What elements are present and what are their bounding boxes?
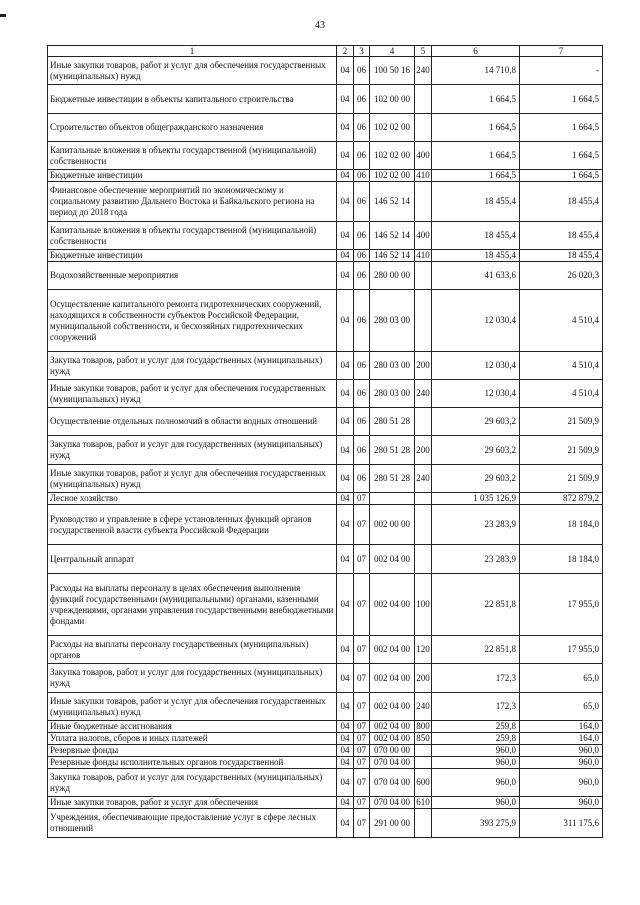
table-row <box>48 505 603 545</box>
value-2015: 164,0 <box>520 733 603 745</box>
expense-type: 200 <box>415 664 432 693</box>
table-row <box>48 262 603 290</box>
subsection-code: 07 <box>354 769 370 797</box>
value-2015: 960,0 <box>520 757 603 769</box>
row-name: Иные закупки товаров, работ и услуг для обеспечения <box>48 797 337 809</box>
value-2015: 960,0 <box>520 769 603 797</box>
expense-type <box>415 262 432 290</box>
table-row <box>48 465 603 493</box>
table-row <box>48 114 603 142</box>
column-header: 7 <box>520 46 603 57</box>
subsection-code: 07 <box>354 664 370 693</box>
value-2015: 18 455,4 <box>520 222 603 250</box>
table-row <box>48 574 603 636</box>
row-name: Центральный аппарат <box>48 545 337 574</box>
target-article: 002 00 00 <box>370 505 415 545</box>
table-row <box>48 757 603 769</box>
expense-type <box>415 114 432 142</box>
value-2015: 1 664,5 <box>520 170 603 182</box>
value-2014: 14 710,8 <box>432 57 520 85</box>
table-row <box>48 170 603 182</box>
row-name: Иные закупки товаров, работ и услуг для обеспечения государственных (муниципальных) нужд <box>48 465 337 493</box>
column-header: 3 <box>354 46 370 57</box>
value-2014: 18 455,4 <box>432 182 520 222</box>
target-article: 102 02 00 <box>370 142 415 170</box>
value-2014: 1 664,5 <box>432 142 520 170</box>
table-row <box>48 664 603 693</box>
row-name: Закупка товаров, работ и услуг для государственных (муниципальных) нужд <box>48 436 337 465</box>
subsection-code: 06 <box>354 114 370 142</box>
value-2014: 23 283,9 <box>432 545 520 574</box>
target-article: 280 51 28 <box>370 408 415 436</box>
target-article: 280 51 28 <box>370 436 415 465</box>
target-article: 002 04 00 <box>370 545 415 574</box>
subsection-code: 06 <box>354 57 370 85</box>
budget-table <box>47 45 603 838</box>
section-code: 04 <box>337 745 354 757</box>
value-2014: 1 664,5 <box>432 114 520 142</box>
section-code: 04 <box>337 545 354 574</box>
expense-type <box>415 493 432 505</box>
column-header: 4 <box>370 46 415 57</box>
target-article: 280 03 00 <box>370 380 415 408</box>
table-row <box>48 57 603 85</box>
value-2014: 18 455,4 <box>432 250 520 262</box>
section-code: 04 <box>337 733 354 745</box>
table-row <box>48 493 603 505</box>
target-article: 002 04 00 <box>370 636 415 664</box>
value-2014: 18 455,4 <box>432 222 520 250</box>
value-2015: 960,0 <box>520 745 603 757</box>
subsection-code: 07 <box>354 757 370 769</box>
target-article: 070 04 00 <box>370 757 415 769</box>
expense-type <box>415 809 432 838</box>
table-row <box>48 436 603 465</box>
section-code: 04 <box>337 757 354 769</box>
value-2014: 29 603,2 <box>432 436 520 465</box>
expense-type <box>415 290 432 352</box>
target-article: 002 04 00 <box>370 664 415 693</box>
value-2015: 18 184,0 <box>520 505 603 545</box>
row-name: Резервные фонды исполнительных органов государственной <box>48 757 337 769</box>
table-row <box>48 142 603 170</box>
value-2015: 26 020,3 <box>520 262 603 290</box>
expense-type <box>415 745 432 757</box>
target-article: 146 52 14 <box>370 250 415 262</box>
target-article: 146 52 14 <box>370 222 415 250</box>
expense-type <box>415 757 432 769</box>
value-2015: 18 184,0 <box>520 545 603 574</box>
value-2015: 17 955,0 <box>520 636 603 664</box>
column-header-row <box>48 46 603 57</box>
subsection-code: 07 <box>354 636 370 664</box>
section-code: 04 <box>337 664 354 693</box>
row-name: Бюджетные инвестиции в объекты капитального строительства <box>48 85 337 114</box>
row-name: Капитальные вложения в объекты государственной (муниципальной) собственности <box>48 142 337 170</box>
section-code: 04 <box>337 505 354 545</box>
expense-type: 240 <box>415 465 432 493</box>
target-article: 146 52 14 <box>370 182 415 222</box>
value-2015: 4 510,4 <box>520 290 603 352</box>
value-2014: 22 851,8 <box>432 636 520 664</box>
subsection-code: 07 <box>354 809 370 838</box>
expense-type <box>415 182 432 222</box>
value-2014: 172,3 <box>432 693 520 721</box>
value-2015: 960,0 <box>520 797 603 809</box>
value-2015: - <box>520 57 603 85</box>
section-code: 04 <box>337 182 354 222</box>
row-name: Капитальные вложения в объекты государственной (муниципальной) собственности <box>48 222 337 250</box>
column-header: 6 <box>432 46 520 57</box>
row-name: Иные закупки товаров, работ и услуг для обеспечения государственных (муниципальных) нужд <box>48 693 337 721</box>
value-2014: 41 633,6 <box>432 262 520 290</box>
column-header: 5 <box>415 46 432 57</box>
subsection-code: 06 <box>354 290 370 352</box>
value-2014: 12 030,4 <box>432 380 520 408</box>
subsection-code: 07 <box>354 721 370 733</box>
expense-type: 200 <box>415 436 432 465</box>
row-name: Финансовое обеспечение мероприятий по экономическому и социальному развитию Дальнего Востока и Байкальского региона на период до 2018 года <box>48 182 337 222</box>
target-article: 280 03 00 <box>370 352 415 380</box>
value-2014: 1 035 126,9 <box>432 493 520 505</box>
value-2014: 393 275,9 <box>432 809 520 838</box>
section-code: 04 <box>337 114 354 142</box>
table-row <box>48 733 603 745</box>
expense-type: 610 <box>416 797 430 807</box>
value-2014: 12 030,4 <box>432 290 520 352</box>
subsection-code: 06 <box>354 352 370 380</box>
expense-type <box>415 408 432 436</box>
table-row <box>48 636 603 664</box>
target-article: 280 03 00 <box>370 290 415 352</box>
value-2014: 22 851,8 <box>432 574 520 636</box>
subsection-code: 06 <box>354 436 370 465</box>
value-2015: 17 955,0 <box>520 574 603 636</box>
section-code: 04 <box>337 721 354 733</box>
row-name: Иные бюджетные ассигнования <box>48 721 337 733</box>
table-row <box>48 85 603 114</box>
value-2014: 960,0 <box>432 757 520 769</box>
value-2015: 21 509,9 <box>520 465 603 493</box>
row-name: Руководство и управление в сфере установленных функций органов государственной власти субъекта Российской Федерации <box>48 505 337 545</box>
subsection-code: 07 <box>354 545 370 574</box>
row-name: Резервные фонды <box>48 745 337 757</box>
row-name: Осуществление отдельных полномочий в области водных отношений <box>48 408 337 436</box>
subsection-code: 07 <box>354 574 370 636</box>
target-article <box>370 493 415 505</box>
subsection-code: 06 <box>354 170 370 182</box>
section-code: 04 <box>337 57 354 85</box>
expense-type: 120 <box>415 636 432 664</box>
subsection-code: 07 <box>354 693 370 721</box>
section-code: 04 <box>337 436 354 465</box>
expense-type: 850 <box>416 733 430 743</box>
value-2015: 4 510,4 <box>520 352 603 380</box>
row-name: Лесное хозяйство <box>48 493 337 505</box>
value-2015: 65,0 <box>520 693 603 721</box>
section-code: 04 <box>337 222 354 250</box>
value-2014: 29 603,2 <box>432 408 520 436</box>
table-row <box>48 182 603 222</box>
target-article: 280 00 00 <box>370 262 415 290</box>
table-row <box>48 352 603 380</box>
section-code: 04 <box>337 636 354 664</box>
expense-type: 600 <box>415 769 432 797</box>
section-code: 04 <box>337 142 354 170</box>
section-code: 04 <box>337 380 354 408</box>
row-name: Осуществление капитального ремонта гидротехнических сооружений, находящихся в собственности субъектов Российской Федерации, муниципальной собственности, и бесхозяйных гидротехнических сооружений <box>48 290 337 352</box>
subsection-code: 06 <box>354 380 370 408</box>
expense-type: 240 <box>415 57 432 85</box>
expense-type: 200 <box>415 352 432 380</box>
target-article: 102 00 00 <box>370 85 415 114</box>
section-code: 04 <box>337 465 354 493</box>
expense-type <box>415 545 432 574</box>
subsection-code: 07 <box>354 797 370 809</box>
target-article: 002 04 00 <box>370 721 415 733</box>
subsection-code: 06 <box>354 250 370 262</box>
expense-type <box>415 505 432 545</box>
table-row <box>48 545 603 574</box>
row-name: Иные закупки товаров, работ и услуг для обеспечения государственных (муниципальных) нужд <box>48 380 337 408</box>
subsection-code: 06 <box>354 222 370 250</box>
row-name: Расходы на выплаты персоналу в целях обеспечения выполнения функций государственными (муниципальными) органами, казенными учреждениями, органами управления государственными внебюджетными фондами <box>48 574 337 636</box>
value-2014: 259,8 <box>432 733 520 745</box>
expense-type <box>415 85 432 114</box>
section-code: 04 <box>337 85 354 114</box>
subsection-code: 07 <box>354 745 370 757</box>
value-2015: 1 664,5 <box>520 142 603 170</box>
value-2015: 1 664,5 <box>520 114 603 142</box>
value-2014: 960,0 <box>432 797 520 809</box>
expense-type: 400 <box>415 222 432 250</box>
edge-mark <box>0 14 6 17</box>
target-article: 280 51 28 <box>370 465 415 493</box>
table-row <box>48 769 603 797</box>
subsection-code: 06 <box>354 182 370 222</box>
expense-type: 240 <box>415 693 432 721</box>
expense-type: 410 <box>416 170 430 180</box>
value-2015: 872 879,2 <box>520 493 603 505</box>
expense-type: 100 <box>415 574 432 636</box>
value-2015: 21 509,9 <box>520 408 603 436</box>
row-name: Иные закупки товаров, работ и услуг для обеспечения государственных (муниципальных) нужд <box>48 57 337 85</box>
table-row <box>48 745 603 757</box>
section-code: 04 <box>337 769 354 797</box>
target-article: 102 02 00 <box>370 170 415 182</box>
subsection-code: 06 <box>354 408 370 436</box>
section-code: 04 <box>337 493 354 505</box>
value-2015: 4 510,4 <box>520 380 603 408</box>
section-code: 04 <box>337 574 354 636</box>
section-code: 04 <box>337 262 354 290</box>
column-header: 2 <box>337 46 354 57</box>
expense-type: 410 <box>416 250 430 260</box>
value-2015: 311 175,6 <box>520 809 603 838</box>
target-article: 102 02 00 <box>370 114 415 142</box>
section-code: 04 <box>337 250 354 262</box>
expense-type: 240 <box>415 380 432 408</box>
value-2015: 21 509,9 <box>520 436 603 465</box>
row-name: Расходы на выплаты персоналу государственных (муниципальных) органов <box>48 636 337 664</box>
subsection-code: 06 <box>354 465 370 493</box>
row-name: Бюджетные инвестиции <box>48 170 337 182</box>
target-article: 100 50 16 <box>370 57 415 85</box>
value-2014: 1 664,5 <box>432 85 520 114</box>
section-code: 04 <box>337 693 354 721</box>
table-row <box>48 721 603 733</box>
target-article: 070 04 00 <box>370 797 415 809</box>
row-name: Закупка товаров, работ и услуг для государственных (муниципальных) нужд <box>48 352 337 380</box>
value-2015: 164,0 <box>520 721 603 733</box>
row-name: Водохозяйственные мероприятия <box>48 262 337 290</box>
value-2014: 960,0 <box>432 745 520 757</box>
page-number: 43 <box>315 20 325 31</box>
value-2014: 23 283,9 <box>432 505 520 545</box>
row-name: Уплата налогов, сборов и иных платежей <box>48 733 337 745</box>
section-code: 04 <box>337 290 354 352</box>
expense-type: 800 <box>416 721 430 731</box>
table-row <box>48 693 603 721</box>
table-row <box>48 380 603 408</box>
subsection-code: 07 <box>354 505 370 545</box>
table-row <box>48 250 603 262</box>
row-name: Закупка товаров, работ и услуг для государственных (муниципальных) нужд <box>48 769 337 797</box>
target-article: 291 00 00 <box>370 809 415 838</box>
target-article: 002 04 00 <box>370 693 415 721</box>
value-2014: 172,3 <box>432 664 520 693</box>
table-row <box>48 222 603 250</box>
target-article: 002 04 00 <box>370 574 415 636</box>
target-article: 002 04 00 <box>370 733 415 745</box>
section-code: 04 <box>337 170 354 182</box>
subsection-code: 06 <box>354 85 370 114</box>
target-article: 070 04 00 <box>370 769 415 797</box>
row-name: Закупка товаров, работ и услуг для государственных (муниципальных) нужд <box>48 664 337 693</box>
column-header: 1 <box>48 46 337 57</box>
table-row <box>48 408 603 436</box>
subsection-code: 07 <box>354 733 370 745</box>
section-code: 04 <box>337 797 354 809</box>
value-2015: 18 455,4 <box>520 250 603 262</box>
section-code: 04 <box>337 809 354 838</box>
subsection-code: 06 <box>354 262 370 290</box>
row-name: Строительство объектов общегражданского назначения <box>48 114 337 142</box>
row-name: Учреждения, обеспечивающие предоставление услуг в сфере лесных отношений <box>48 809 337 838</box>
table-row <box>48 290 603 352</box>
value-2014: 259,8 <box>432 721 520 733</box>
section-code: 04 <box>337 408 354 436</box>
value-2014: 960,0 <box>432 769 520 797</box>
table-row <box>48 809 603 838</box>
value-2015: 1 664,5 <box>520 85 603 114</box>
value-2014: 12 030,4 <box>432 352 520 380</box>
row-name: Бюджетные инвестиции <box>48 250 337 262</box>
section-code: 04 <box>337 352 354 380</box>
value-2015: 65,0 <box>520 664 603 693</box>
subsection-code: 06 <box>354 142 370 170</box>
expense-type: 400 <box>415 142 432 170</box>
value-2014: 1 664,5 <box>432 170 520 182</box>
table-row <box>48 797 603 809</box>
subsection-code: 07 <box>354 493 370 505</box>
value-2015: 18 455,4 <box>520 182 603 222</box>
target-article: 070 00 00 <box>370 745 415 757</box>
value-2014: 29 603,2 <box>432 465 520 493</box>
